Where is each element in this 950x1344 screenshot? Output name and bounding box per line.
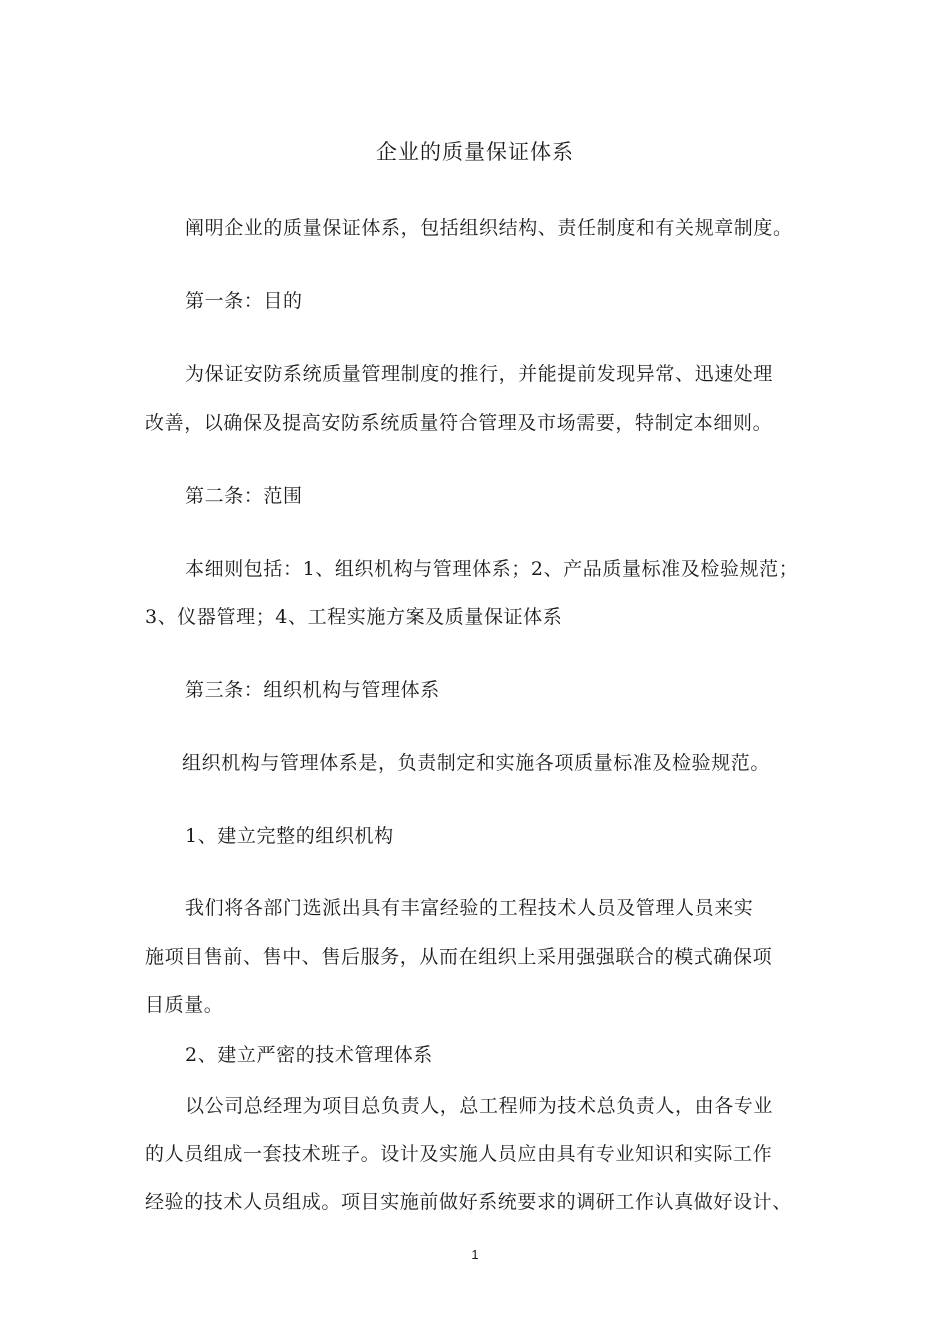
- paragraph-item-2-line-2: 的人员组成一套技术班子。设计及实施人员应由具有专业知识和实际工作: [145, 1143, 773, 1165]
- paragraph-scope-line-1: 本细则包括：1、组织机构与管理体系；2、产品质量标准及检验规范；: [185, 558, 799, 580]
- paragraph-intro: 阐明企业的质量保证体系，包括组织结构、责任制度和有关规章制度。: [185, 217, 793, 239]
- page-number: 1: [471, 1247, 479, 1262]
- paragraph-item-1-line-3: 目质量。: [145, 994, 224, 1016]
- paragraph-item-2-line-3: 经验的技术人员组成。项目实施前做好系统要求的调研工作认真做好设计、: [145, 1191, 792, 1213]
- document-title: 企业的质量保证体系: [376, 140, 574, 164]
- paragraph-item-1-line-1: 我们将各部门选派出具有丰富经验的工程技术人员及管理人员来实: [185, 897, 754, 919]
- paragraph-organization: 组织机构与管理体系是，负责制定和实施各项质量标准及检验规范。: [182, 752, 771, 774]
- article-1-heading: 第一条：目的: [185, 290, 303, 312]
- paragraph-purpose-line-1: 为保证安防系统质量管理制度的推行，并能提前发现异常、迅速处理: [185, 363, 774, 385]
- paragraph-item-2-line-1: 以公司总经理为项目总负责人，总工程师为技术总负责人，由各专业: [185, 1095, 774, 1117]
- article-2-heading: 第二条：范围: [185, 485, 303, 507]
- article-3-heading: 第三条：组织机构与管理体系: [185, 679, 440, 701]
- paragraph-purpose-line-2: 改善，以确保及提高安防系统质量符合管理及市场需要，特制定本细则。: [145, 412, 773, 434]
- paragraph-scope-line-2: 3、仪器管理；4、工程实施方案及质量保证体系: [145, 606, 563, 628]
- item-2-heading: 2、建立严密的技术管理体系: [185, 1044, 433, 1066]
- item-1-heading: 1、建立完整的组织机构: [185, 825, 394, 847]
- paragraph-item-1-line-2: 施项目售前、售中、售后服务，从而在组织上采用强强联合的模式确保项: [145, 946, 773, 968]
